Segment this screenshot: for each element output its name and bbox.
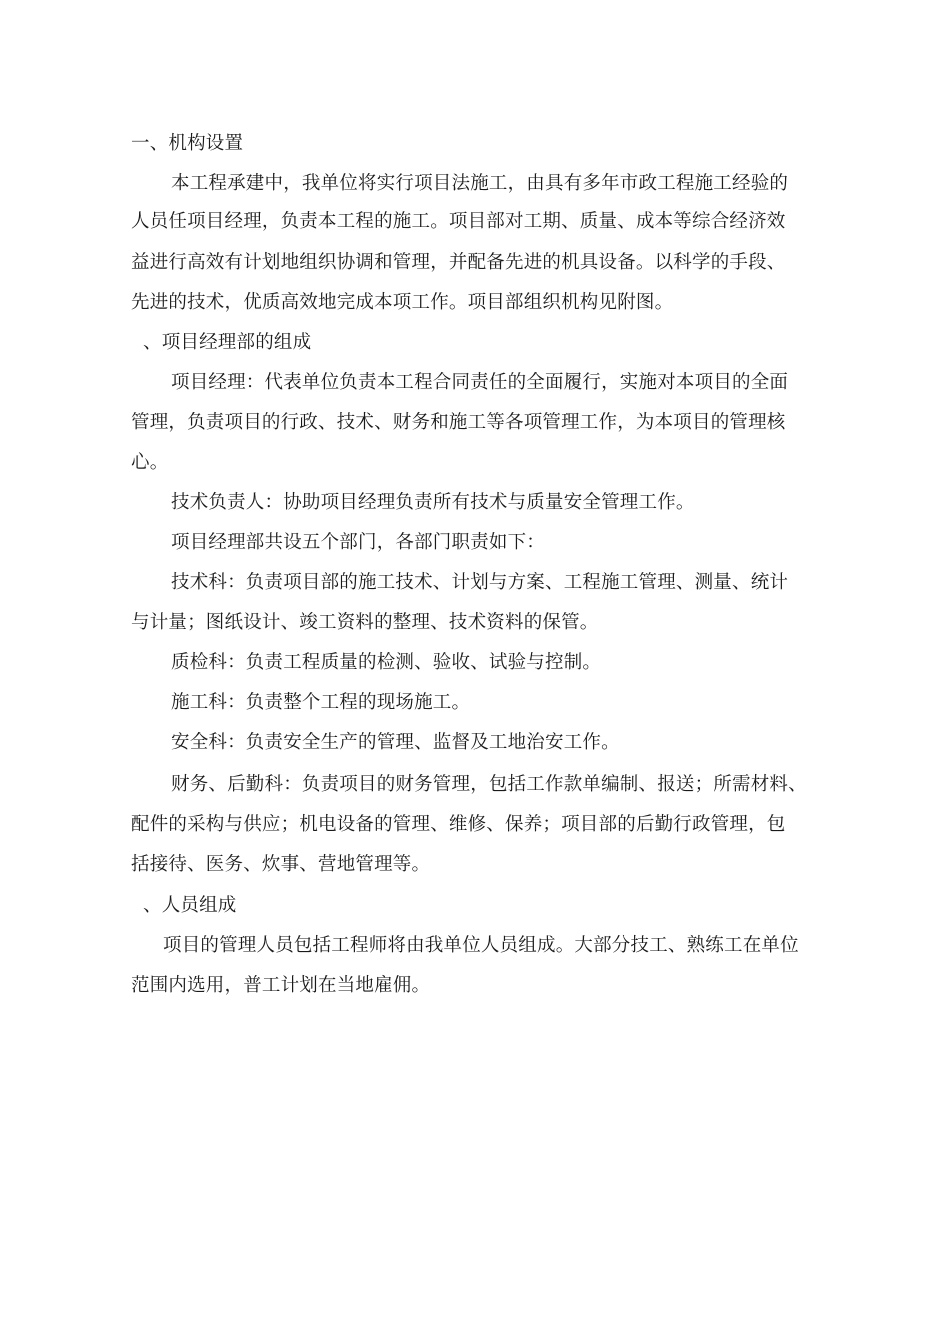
section-1-heading: 一、机构设置 (131, 133, 244, 154)
section-1-para-line-1: 本工程承建中，我单位将实行项目法施工，由具有多年市政工程施工经验的 (171, 173, 789, 194)
section-1-para-line-3: 益进行高效有计划地组织协调和管理，并配备先进的机具设备。以科学的手段、 (131, 252, 786, 273)
manager-para-line-1: 项目经理：代表单位负责本工程合同责任的全面履行，实施对本项目的全面 (171, 372, 789, 393)
finance-dept-line-3: 括接待、医务、炊事、营地管理等。 (131, 854, 431, 875)
quality-dept-para: 质检科：负责工程质量的检测、验收、试验与控制。 (171, 652, 602, 673)
manager-para-line-3: 心。 (131, 452, 169, 473)
section-3-heading: 、人员组成 (143, 895, 237, 916)
tech-lead-para: 技术负责人：协助项目经理负责所有技术与质量安全管理工作。 (171, 492, 695, 513)
departments-intro: 项目经理部共设五个部门，各部门职责如下： (171, 532, 546, 553)
tech-dept-line-2: 与计量；图纸设计、竣工资料的整理、技术资料的保管。 (131, 612, 599, 633)
section-3-para-line-1: 项目的管理人员包括工程师将由我单位人员组成。大部分技工、熟练工在单位 (163, 935, 799, 956)
section-1-para-line-4: 先进的技术，优质高效地完成本项工作。项目部组织机构见附图。 (131, 292, 674, 313)
construction-dept-para: 施工科：负责整个工程的现场施工。 (171, 692, 471, 713)
finance-dept-line-2: 配件的采构与供应；机电设备的管理、维修、保养；项目部的后勤行政管理，包 (131, 814, 786, 835)
section-2-heading: 、项目经理部的组成 (143, 332, 312, 353)
tech-dept-line-1: 技术科：负责项目部的施工技术、计划与方案、工程施工管理、测量、统计 (171, 572, 789, 593)
manager-para-line-2: 管理，负责项目的行政、技术、财务和施工等各项管理工作，为本项目的管理核 (131, 412, 786, 433)
safety-dept-para: 安全科：负责安全生产的管理、监督及工地治安工作。 (171, 732, 620, 753)
section-3-para-line-2: 范围内选用，普工计划在当地雇佣。 (131, 975, 431, 996)
finance-dept-line-1: 财务、后勤科：负责项目的财务管理，包括工作款单编制、报送；所需材料、 (171, 774, 807, 795)
section-1-para-line-2: 人员任项目经理，负责本工程的施工。项目部对工期、质量、成本等综合经济效 (131, 211, 786, 232)
